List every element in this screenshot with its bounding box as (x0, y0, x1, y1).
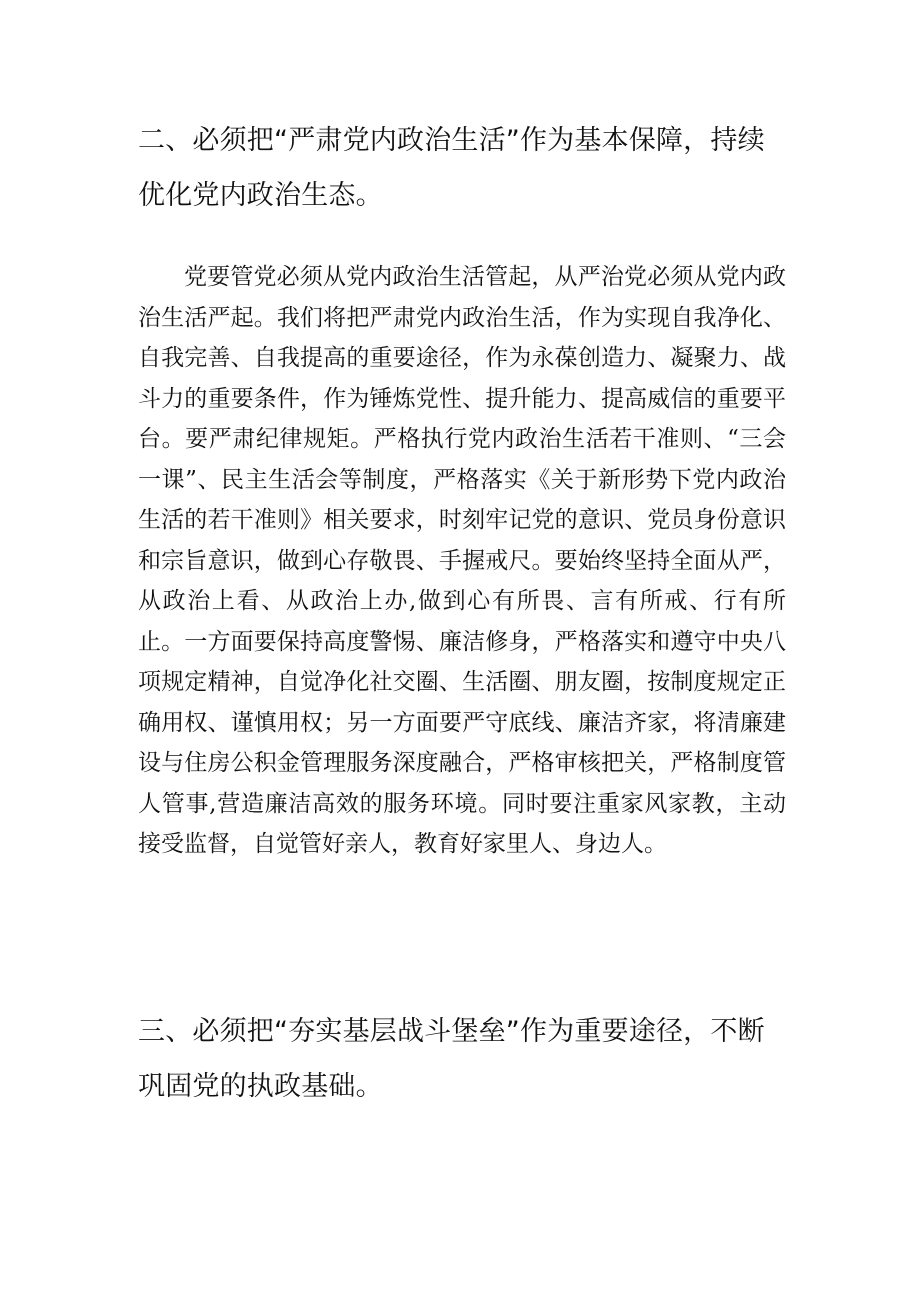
section-3-heading: 三、必须把“夯实基层战斗堡垒”作为重要途径，不断巩固党的执政基础。 (138, 1016, 765, 1102)
section-2-body-paragraph: 党要管党必须从党内政治生活管起，从严治党必须从党内政治生活严起。我们将把严肃党内政治生活，作为实现自我净化、自我完善、自我提高的重要途径，作为永葆创造力、凝聚力、战斗力的重要条件，作为锤炼党性、提升能力、提高威信的重要平台。要严肃纪律规矩。严格执行党内政治生活若干准则、“三会一课”、民主生活会等制度，严格落实《关于新形势下党内政治生活的若干准则》相关要求，时刻牢记党的意识、党员身份意识和宗旨意识，做到心存敬畏、手握戒尺。要始终坚持全面从严，从政治上看、从政治上办,做到心有所畏、言有所戒、行有所止。一方面要保持高度警惕、廉洁修身，严格落实和遵守中央八项规定精神，自觉净化社交圈、生活圈、朋友圈，按制度规定正确用权、谨慎用权；另一方面要严守底线、廉洁齐家，将清廉建设与住房公积金管理服务深度融合，严格审核把关，严格制度管人管事,营造廉洁高效的服务环境。同时要注重家风家教，主动接受监督，自觉管好亲人，教育好家里人、身边人。 (138, 264, 786, 857)
section-2-heading: 二、必须把“严肃党内政治生活”作为基本保障，持续优化党内政治生态。 (138, 125, 765, 211)
